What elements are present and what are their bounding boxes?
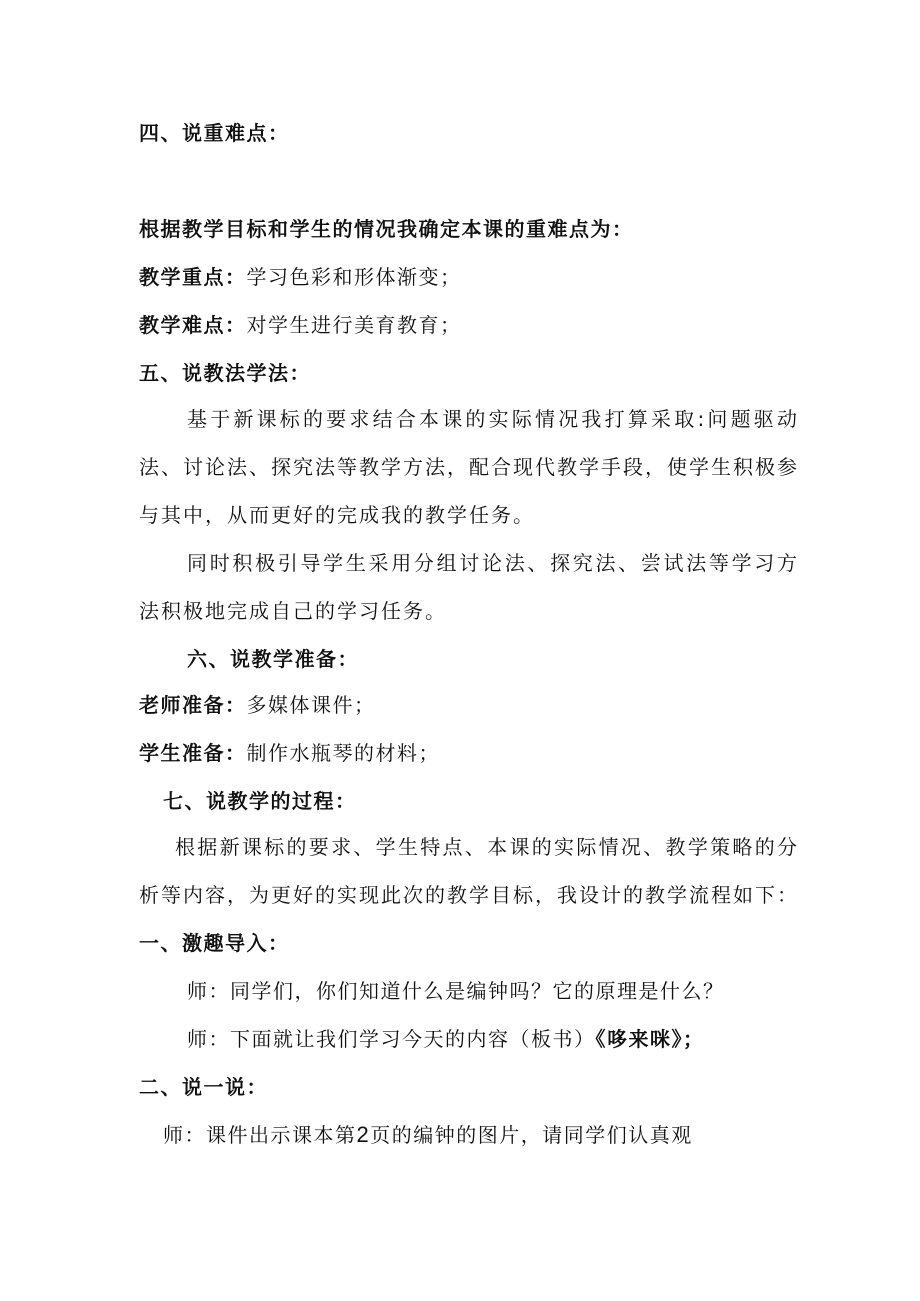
- page-number: 2: [356, 1122, 371, 1147]
- teacher-prep-label: 老师准备：: [139, 693, 247, 717]
- difficult-point-label: 教学难点：: [139, 313, 247, 337]
- heading-preparation: 六、说教学准备：: [187, 647, 359, 671]
- key-point-text: 学习色彩和形体渐变；: [246, 265, 462, 289]
- teacher-line-2: [187, 1025, 705, 1053]
- teacher-line-1: 师：同学们，你们知道什么是编钟吗？它的原理是什么？: [187, 979, 725, 1003]
- process-paragraph: 根据新课标的要求、学生特点、本课的实际情况、教学策略的分析等内容，为更好的实现此次的教学目标，我设计的教学流程如下：: [139, 835, 799, 907]
- student-prep-text: 制作水瓶琴的材料；: [246, 741, 440, 765]
- study-paragraph: 同时积极引导学生采用分组讨论法、探究法、尝试法等学习方法积极地完成自己的学习任务。: [139, 551, 799, 623]
- teacher-line-3-post: 页的编钟的图片，请同学们认真观: [370, 1123, 693, 1147]
- student-prep-line: [139, 739, 440, 767]
- teacher-prep-line: [139, 691, 376, 719]
- section-talk: 二、说一说：: [139, 1075, 268, 1099]
- teacher-line-3: [163, 1121, 693, 1149]
- key-point-label: 教学重点：: [139, 265, 247, 289]
- intro-key-points: 根据教学目标和学生的情况我确定本课的重难点为：: [139, 217, 634, 241]
- lesson-title: 《哆来咪》；: [595, 1027, 705, 1051]
- difficult-point-line: [139, 311, 462, 339]
- key-point-line: [139, 263, 462, 291]
- heading-process: 七、说教学的过程：: [163, 789, 357, 813]
- heading-key-difficult: 四、说重难点：: [139, 121, 290, 145]
- method-paragraph: 基于新课标的要求结合本课的实际情况我打算采取:问题驱动法、讨论法、探究法等教学方法，配合现代教学手段，使学生积极参与其中，从而更好的完成我的教学任务。: [139, 407, 799, 527]
- section-intro: 一、激趣导入：: [139, 931, 290, 955]
- difficult-point-text: 对学生进行美育教育；: [246, 313, 462, 337]
- student-prep-label: 学生准备：: [139, 741, 247, 765]
- teacher-line-2-text: 师：下面就让我们学习今天的内容（板书）: [187, 1027, 596, 1051]
- teacher-line-3-pre: 师：课件出示课本第: [163, 1123, 357, 1147]
- heading-methods: 五、说教法学法：: [139, 361, 311, 385]
- teacher-prep-text: 多媒体课件；: [246, 693, 376, 717]
